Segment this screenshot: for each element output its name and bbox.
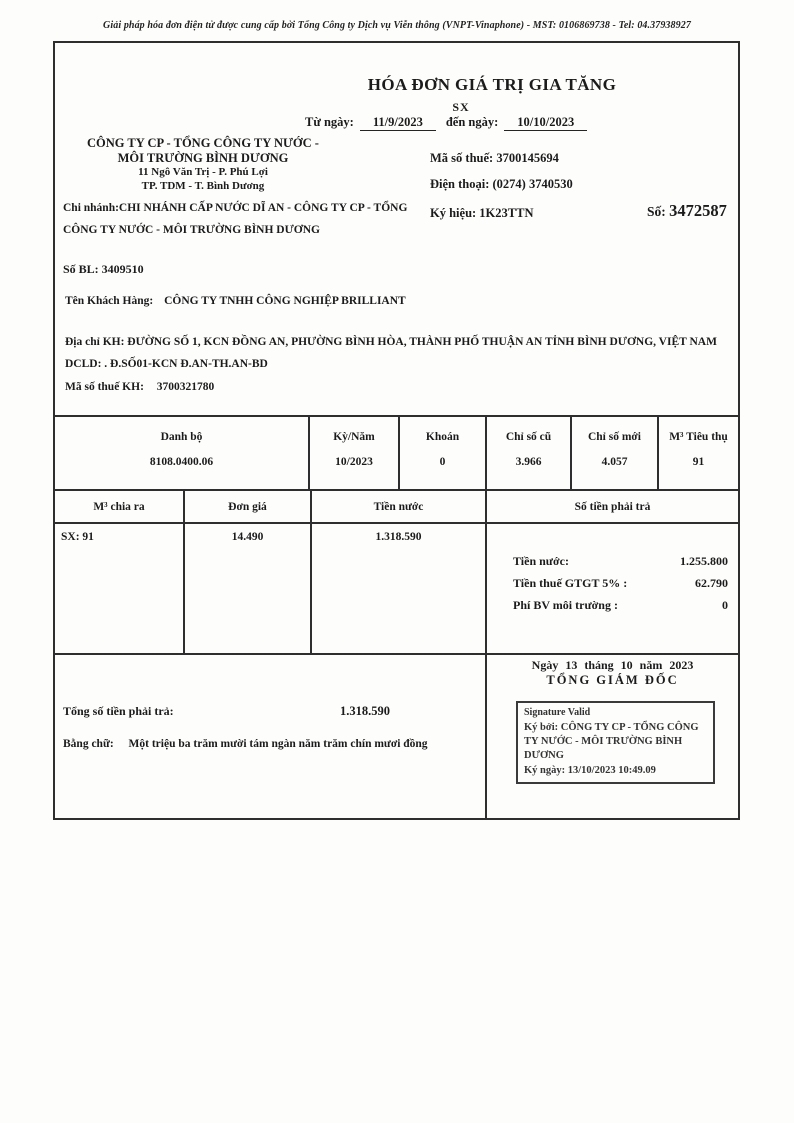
billing-table (55, 415, 738, 818)
customer-address-block (65, 331, 730, 375)
provider-header-line: Giải pháp hóa đơn điện tử được cung cấp bởi Tổng Công ty Dịch vụ Viễn thông (VNPT-Vinaphone) - MST: 0106869738 - Tel: 04.37938927 (103, 20, 691, 31)
cell-ky-nam (310, 417, 400, 489)
col-header-ky-nam: Kỳ/Năm (333, 431, 375, 443)
cell-khoan (400, 417, 487, 489)
col-header-chi-so-moi: Chỉ số mới (587, 431, 641, 443)
amount-in-words-line (63, 738, 478, 750)
signature-cell (487, 655, 738, 818)
customer-name-line (65, 295, 406, 307)
charge-water-value: 1.255.800 (680, 554, 728, 568)
cell-m3-tieu-thu (659, 417, 738, 489)
invoice-subtitle: SX (452, 100, 470, 114)
seller-bl-number: Số BL: 3409510 (63, 262, 144, 276)
charge-vat-label: Tiền thuế GTGT 5% : (513, 576, 628, 590)
charge-vat-value: 62.790 (695, 576, 728, 590)
invoice-number-value: 3472587 (669, 201, 727, 220)
total-label: Tổng số tiền phải trả: (63, 704, 174, 718)
seller-name-line2: MÔI TRƯỜNG BÌNH DƯƠNG (117, 151, 289, 165)
total-cell (55, 655, 487, 818)
to-date-label: đến ngày: (445, 115, 499, 129)
customer-tax-value: 3700321780 (156, 381, 215, 393)
amount-in-words-label: Bằng chữ: (63, 738, 114, 750)
customer-name-label: Tên Khách Hàng: (65, 295, 154, 307)
value-m3-chia-ra: SX: 91 (55, 524, 185, 653)
seller-branch-line: Chi nhánh:CHI NHÁNH CẤP NƯỚC DĨ AN - CÔNG TY CP - TỔNG CÔNG TY NƯỚC - MÔI TRƯỜNG BÌNH DƯƠNG (63, 202, 408, 236)
seller-block (63, 136, 343, 193)
invoice-border-box (53, 41, 740, 820)
cell-chi-so-cu (487, 417, 572, 489)
charges-summary (487, 524, 738, 653)
invoice-number (647, 201, 727, 221)
to-date-value: 10/10/2023 (504, 115, 587, 131)
signed-date-text: Ký ngày: 13/10/2023 10:49.09 (524, 765, 656, 776)
meter-row (55, 415, 738, 489)
from-date-label: Từ ngày: (305, 115, 354, 129)
customer-address-line2: DCLD: . Đ.SỐ01-KCN Đ.AN-TH.AN-BD (65, 358, 268, 370)
value-khoan: 0 (439, 456, 446, 468)
value-chi-so-cu: 3.966 (515, 456, 542, 468)
value-tien-nuoc: 1.318.590 (312, 524, 487, 653)
col-header-so-tien-phai-tra: Số tiền phải trả (574, 500, 651, 513)
col-header-don-gia: Đơn giá (185, 491, 312, 522)
customer-tax-label: Mã số thuế KH: (65, 381, 144, 393)
col-header-m3-chia-ra: M³ chia ra (55, 491, 185, 522)
billing-period (305, 115, 593, 130)
value-don-gia: 14.490 (185, 524, 312, 653)
value-m3-tieu-thu: 91 (692, 456, 705, 468)
customer-tax-line (65, 381, 214, 393)
seller-phone-line: Điện thoại: (0274) 3740530 (430, 177, 573, 191)
signature-valid-text: Signature Valid (524, 707, 591, 718)
from-date-value: 11/9/2023 (360, 115, 436, 131)
seller-tax-code-line: Mã số thuế: 3700145694 (430, 151, 559, 165)
value-ky-nam: 10/2023 (335, 456, 373, 468)
charge-env-row (513, 594, 728, 616)
charge-vat-row (513, 572, 728, 594)
customer-name-value: CÔNG TY TNHH CÔNG NGHIỆP BRILLIANT (164, 295, 406, 307)
col-header-m3-tieu-thu: M³ Tiêu thụ (669, 431, 728, 443)
cell-chi-so-moi (572, 417, 659, 489)
sign-date-line: Ngày 13 tháng 10 năm 2023 (531, 658, 694, 672)
value-chi-so-moi: 4.057 (601, 456, 628, 468)
col-header-tien-nuoc: Tiền nước (312, 491, 487, 522)
signed-by-text: Ký bởi: CÔNG TY CP - TỔNG CÔNG TY NƯỚC - MÔI TRƯỜNG BÌNH DƯƠNG (524, 722, 699, 761)
billing-header-row (55, 489, 738, 522)
seller-address-line2: TP. TDM - T. Bình Dương (141, 179, 265, 192)
charge-env-value: 0 (722, 598, 728, 612)
charge-env-label: Phí BV môi trường : (513, 598, 618, 612)
invoice-serial-line: Ký hiệu: 1K23TTN (430, 206, 534, 220)
col-header-chi-so-cu: Chỉ số cũ (505, 431, 552, 443)
invoice-number-label: Số: (647, 204, 666, 219)
billing-data-row (55, 522, 738, 653)
charge-water-label: Tiền nước: (513, 554, 569, 568)
customer-address-line1: Địa chỉ KH: ĐƯỜNG SỐ 1, KCN ĐỒNG AN, PHƯỜNG BÌNH HÒA, THÀNH PHỐ THUẬN AN TỈNH BÌNH DƯƠNG, VIỆT NAM (65, 336, 717, 348)
col-header-khoan: Khoán (425, 431, 460, 443)
seller-address-line1: 11 Ngô Văn Trị - P. Phú Lợi (138, 166, 268, 178)
invoice-title: HÓA ĐƠN GIÁ TRỊ GIA TĂNG (367, 75, 617, 94)
seller-name-line1: CÔNG TY CP - TỔNG CÔNG TY NƯỚC - (87, 136, 319, 150)
value-danh-bo: 8108.0400.06 (149, 456, 214, 468)
director-title: TỔNG GIÁM ĐỐC (546, 673, 679, 687)
col-header-danh-bo: Danh bộ (160, 431, 203, 443)
digital-signature-stamp (516, 701, 715, 784)
amount-in-words-value: Một triệu ba trăm mười tám ngàn năm trăm chín mươi đồng (128, 738, 428, 750)
charge-water-row (513, 550, 728, 572)
total-row (55, 653, 738, 818)
cell-danh-bo (55, 417, 310, 489)
total-value: 1.318.590 (340, 704, 390, 718)
